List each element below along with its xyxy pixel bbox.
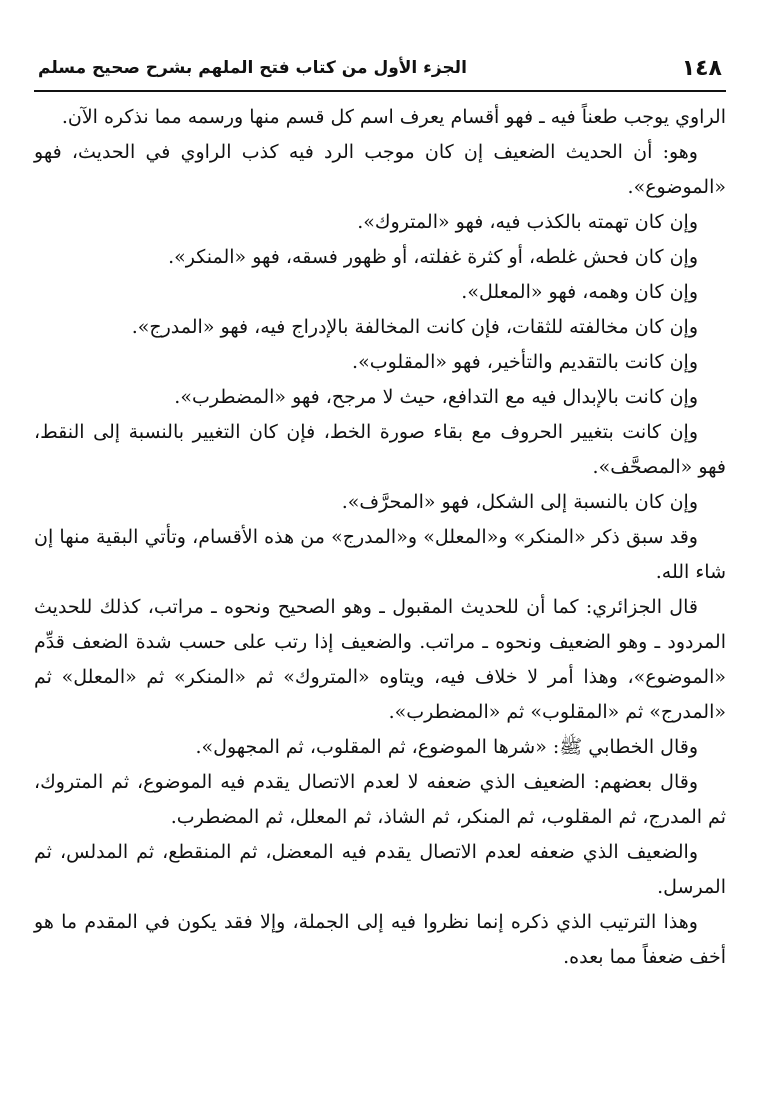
body-text xyxy=(34,100,726,975)
paragraph: والضعيف الذي ضعفه لعدم الاتصال يقدم فيه المعضل، ثم المنقطع، ثم المدلس، ثم المرسل. xyxy=(34,841,726,898)
paragraph: وإن كانت بالتقديم والتأخير، فهو «المقلوب». xyxy=(352,351,698,373)
paragraph: وإن كانت بتغيير الحروف مع بقاء صورة الخط، فإن كان التغيير بالنسبة إلى النقط، فهو «المصحَّف». xyxy=(34,421,726,478)
page-header xyxy=(34,50,726,92)
running-title: الجزء الأول من كتاب فتح الملهم بشرح صحيح مسلم xyxy=(38,58,467,78)
paragraph: الراوي يوجب طعناً فيه ـ فهو أقسام يعرف اسم كل قسم منها ورسمه مما نذكره الآن. xyxy=(61,106,726,128)
paragraph: وإن كان تهمته بالكذب فيه، فهو «المتروك». xyxy=(357,211,698,233)
paragraph: وقال الخطابي ﷺ: «شرها الموضوع، ثم المقلوب، ثم المجهول». xyxy=(195,736,698,758)
paragraph: قال الجزائري: كما أن للحديث المقبول ـ وهو الصحيح ونحوه ـ مراتب، كذلك للحديث المردود ـ وهو الضعيف ونحوه ـ مراتب. والضعيف إذا رتب على حسب شدة الضعف قدِّم «الموضوع»، وهذا أمر لا خلاف فيه، ويتاوه «المتروك» ثم «المنكر» ثم «المعلل» ثم «المدرج» ثم «المقلوب» ثم «المضطرب». xyxy=(34,596,726,723)
paragraph: وإن كان بالنسبة إلى الشكل، فهو «المحرَّف». xyxy=(341,491,698,513)
paragraph: وإن كان فحش غلطه، أو كثرة غفلته، أو ظهور فسقه، فهو «المنكر». xyxy=(168,246,698,268)
paragraph: وهذا الترتيب الذي ذكره إنما نظروا فيه إلى الجملة، وإلا فقد يكون في المقدم ما هو أخف ضعفاً مما بعده. xyxy=(34,911,726,968)
paragraph: وقد سبق ذكر «المنكر» و«المعلل» و«المدرج» من هذه الأقسام، وتأتي البقية منها إن شاء الله. xyxy=(34,526,726,583)
paragraph: وإن كان مخالفته للثقات، فإن كانت المخالفة بالإدراج فيه، فهو «المدرج». xyxy=(131,316,698,338)
paragraph: وإن كان وهمه، فهو «المعلل». xyxy=(461,281,698,303)
page-number: ١٤٨ xyxy=(681,56,722,81)
paragraph: وإن كانت بالإبدال فيه مع التدافع، حيث لا مرجح، فهو «المضطرب». xyxy=(174,386,698,408)
paragraph: وهو: أن الحديث الضعيف إن كان موجب الرد فيه كذب الراوي في الحديث، فهو «الموضوع». xyxy=(34,141,726,198)
paragraph: وقال بعضهم: الضعيف الذي ضعفه لا لعدم الاتصال يقدم فيه الموضوع، ثم المتروك، ثم المدرج، ثم المقلوب، ثم المنكر، ثم الشاذ، ثم المعلل، ثم المضطرب. xyxy=(34,771,726,828)
